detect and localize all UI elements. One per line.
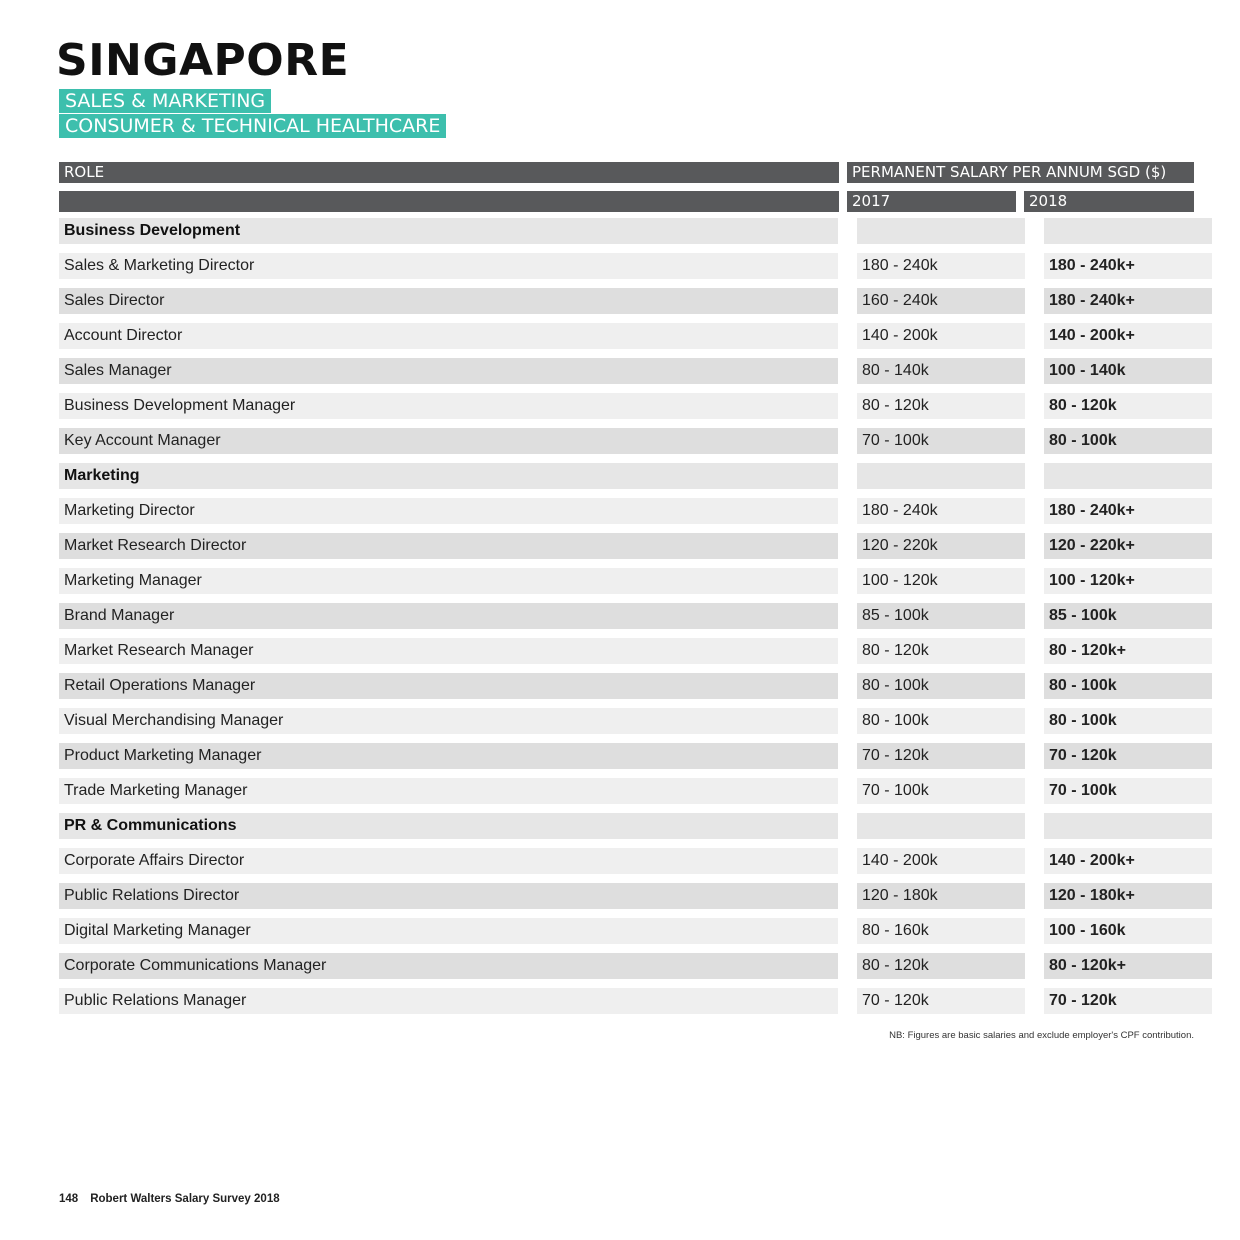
section-row [59,463,1212,498]
salary-2018-cell [1044,463,1212,498]
salary-2017-cell: 80 - 120k [857,953,1025,988]
column-gap [1025,953,1044,988]
salary-2018-cell: 120 - 220k+ [1044,533,1212,568]
salary-2017-cell [857,218,1025,253]
table-row [59,778,1212,813]
salary-2018-cell: 70 - 120k [1044,988,1212,1023]
salary-2017-cell: 120 - 220k [857,533,1025,568]
column-gap [1025,883,1044,918]
table-row [59,498,1212,533]
salary-2018-cell: 180 - 240k+ [1044,288,1212,323]
column-gap [1025,288,1044,323]
header-year-2018: 2018 [1024,191,1194,212]
salary-2017-cell [857,813,1025,848]
table-row [59,918,1212,953]
role-cell: Corporate Affairs Director [59,848,838,883]
section-row [59,218,1212,253]
salary-2018-cell: 70 - 100k [1044,778,1212,813]
role-cell: Sales & Marketing Director [59,253,838,288]
table-row [59,708,1212,743]
role-cell: Market Research Manager [59,638,838,673]
column-gap [1025,358,1044,393]
header-role-blank [59,191,839,212]
section-title: PR & Communications [59,813,838,848]
column-gap [1025,498,1044,533]
table-row [59,568,1212,603]
salary-2017-cell [857,463,1025,498]
page-number: 148 [59,1193,79,1205]
column-gap [838,218,857,253]
column-gap [1025,218,1044,253]
role-cell: Sales Manager [59,358,838,393]
salary-2018-cell: 100 - 120k+ [1044,568,1212,603]
table-row [59,533,1212,568]
salary-2018-cell [1044,813,1212,848]
table-row [59,323,1212,358]
salary-2017-cell: 85 - 100k [857,603,1025,638]
section-row [59,813,1212,848]
subtitle-sales-marketing: SALES & MARKETING [59,89,271,113]
role-cell: Public Relations Director [59,883,838,918]
column-gap [838,498,857,533]
role-cell: Sales Director [59,288,838,323]
column-gap [1025,428,1044,463]
column-gap [1025,568,1044,603]
column-gap [838,533,857,568]
column-gap [1025,603,1044,638]
salary-2017-cell: 80 - 160k [857,918,1025,953]
column-gap [838,673,857,708]
salary-2017-cell: 140 - 200k [857,848,1025,883]
role-cell: Visual Merchandising Manager [59,708,838,743]
column-gap [1025,393,1044,428]
salary-2017-cell: 120 - 180k [857,883,1025,918]
column-gap [838,848,857,883]
column-gap [838,988,857,1023]
salary-2018-cell: 80 - 120k+ [1044,953,1212,988]
salary-2018-cell: 100 - 160k [1044,918,1212,953]
salary-2017-cell: 100 - 120k [857,568,1025,603]
role-cell: Retail Operations Manager [59,673,838,708]
page-title: SINGAPORE [56,35,350,86]
salary-2017-cell: 80 - 140k [857,358,1025,393]
column-gap [1025,848,1044,883]
role-cell: Corporate Communications Manager [59,953,838,988]
column-gap [1025,708,1044,743]
table-row [59,288,1212,323]
table-row [59,953,1212,988]
salary-2018-cell: 80 - 100k [1044,708,1212,743]
salary-2018-cell: 80 - 100k [1044,428,1212,463]
table-row [59,988,1212,1023]
role-cell: Marketing Manager [59,568,838,603]
column-gap [1025,323,1044,358]
column-gap [1025,253,1044,288]
salary-2017-cell: 180 - 240k [857,498,1025,533]
salary-2018-cell: 80 - 100k [1044,673,1212,708]
salary-2017-cell: 160 - 240k [857,288,1025,323]
column-gap [838,358,857,393]
salary-2018-cell: 70 - 120k [1044,743,1212,778]
role-cell: Key Account Manager [59,428,838,463]
salary-2017-cell: 180 - 240k [857,253,1025,288]
column-gap [838,568,857,603]
section-title: Marketing [59,463,838,498]
column-gap [838,393,857,428]
salary-2018-cell: 140 - 200k+ [1044,848,1212,883]
table-row [59,358,1212,393]
column-gap [838,253,857,288]
salary-2017-cell: 80 - 100k [857,708,1025,743]
column-gap [1025,533,1044,568]
column-gap [1025,743,1044,778]
table-row [59,638,1212,673]
column-gap [1025,673,1044,708]
header-role: ROLE [59,162,839,183]
page-footer [59,1193,280,1205]
table-row [59,743,1212,778]
salary-2018-cell: 120 - 180k+ [1044,883,1212,918]
role-cell: Marketing Director [59,498,838,533]
role-cell: Business Development Manager [59,393,838,428]
table-row [59,673,1212,708]
column-gap [838,463,857,498]
column-gap [838,288,857,323]
column-gap [838,638,857,673]
table-row [59,883,1212,918]
salary-2017-cell: 70 - 120k [857,743,1025,778]
salary-2017-cell: 80 - 120k [857,638,1025,673]
column-gap [1025,918,1044,953]
salary-2017-cell: 80 - 100k [857,673,1025,708]
salary-2017-cell: 140 - 200k [857,323,1025,358]
role-cell: Public Relations Manager [59,988,838,1023]
table-row [59,428,1212,463]
salary-table [59,218,1212,1023]
salary-2018-cell: 180 - 240k+ [1044,498,1212,533]
column-gap [1025,988,1044,1023]
role-cell: Brand Manager [59,603,838,638]
footnote: NB: Figures are basic salaries and exclude employer's CPF contribution. [889,1030,1194,1041]
salary-2017-cell: 70 - 100k [857,428,1025,463]
table-row [59,393,1212,428]
column-gap [1025,813,1044,848]
table-row [59,848,1212,883]
salary-2018-cell: 180 - 240k+ [1044,253,1212,288]
salary-2018-cell: 80 - 120k [1044,393,1212,428]
section-title: Business Development [59,218,838,253]
header-salary: PERMANENT SALARY PER ANNUM SGD ($) [847,162,1194,183]
column-gap [838,918,857,953]
salary-2018-cell: 100 - 140k [1044,358,1212,393]
role-cell: Account Director [59,323,838,358]
column-gap [838,778,857,813]
salary-2018-cell: 85 - 100k [1044,603,1212,638]
subtitle-healthcare: CONSUMER & TECHNICAL HEALTHCARE [59,114,446,138]
column-gap [1025,638,1044,673]
salary-2018-cell [1044,218,1212,253]
column-gap [838,813,857,848]
column-gap [838,708,857,743]
salary-2017-cell: 70 - 120k [857,988,1025,1023]
column-gap [838,428,857,463]
salary-2017-cell: 70 - 100k [857,778,1025,813]
column-gap [1025,463,1044,498]
header-year-2017: 2017 [847,191,1016,212]
salary-2018-cell: 80 - 120k+ [1044,638,1212,673]
publication-name: Robert Walters Salary Survey 2018 [90,1193,280,1205]
salary-2018-cell: 140 - 200k+ [1044,323,1212,358]
salary-2017-cell: 80 - 120k [857,393,1025,428]
role-cell: Product Marketing Manager [59,743,838,778]
column-gap [1025,778,1044,813]
table-row [59,603,1212,638]
role-cell: Digital Marketing Manager [59,918,838,953]
column-gap [838,883,857,918]
table-row [59,253,1212,288]
column-gap [838,743,857,778]
role-cell: Market Research Director [59,533,838,568]
column-gap [838,323,857,358]
column-gap [838,603,857,638]
role-cell: Trade Marketing Manager [59,778,838,813]
column-gap [838,953,857,988]
